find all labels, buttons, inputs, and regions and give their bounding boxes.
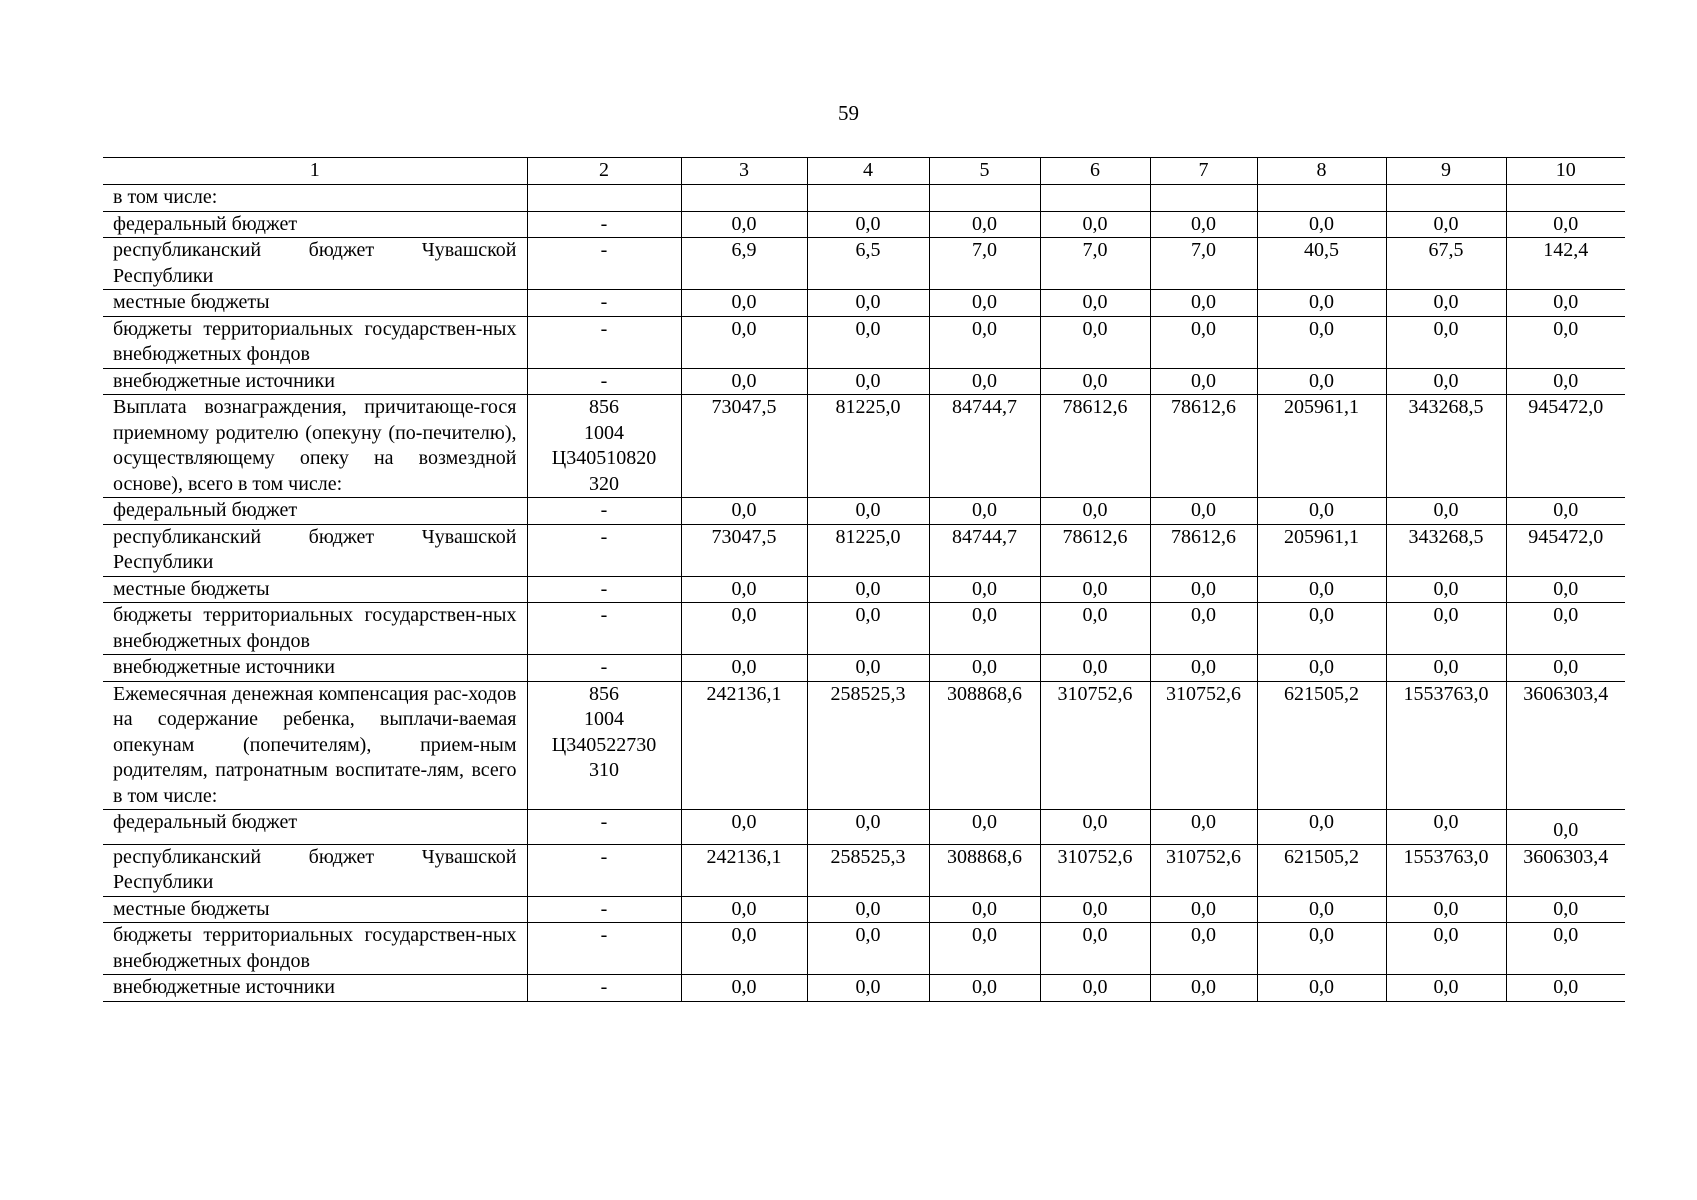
value-cell-col-8: 0,0	[1257, 896, 1386, 923]
value-cell-col-7: 310752,6	[1150, 844, 1257, 896]
value-cell-col-7: 0,0	[1150, 498, 1257, 525]
table-row	[103, 576, 1625, 603]
value-cell-col-6: 310752,6	[1040, 681, 1150, 810]
value-cell-col-4: 0,0	[807, 603, 929, 655]
table-row	[103, 524, 1625, 576]
value-cell-col-6: 0,0	[1040, 576, 1150, 603]
value-cell-col-10: 945472,0	[1506, 524, 1625, 576]
row-name-cell: республиканский бюджет Чувашской Республики	[103, 524, 527, 576]
value-cell-col-9: 0,0	[1386, 498, 1506, 525]
value-cell-col-6: 0,0	[1040, 316, 1150, 368]
row-code-cell: -	[527, 655, 681, 682]
column-number: 5	[929, 158, 1040, 185]
value-cell-col-9: 0,0	[1386, 975, 1506, 1002]
row-code-cell: 856 1004 Ц340510820 320	[527, 395, 681, 498]
value-cell-col-10: 0,0	[1506, 211, 1625, 238]
value-cell-col-9: 0,0	[1386, 810, 1506, 845]
column-number: 2	[527, 158, 681, 185]
value-cell-col-9: 1553763,0	[1386, 681, 1506, 810]
table-row	[103, 975, 1625, 1002]
table-row	[103, 368, 1625, 395]
value-cell-col-4	[807, 185, 929, 212]
value-cell-col-8: 0,0	[1257, 368, 1386, 395]
column-number: 8	[1257, 158, 1386, 185]
value-cell-col-4: 0,0	[807, 896, 929, 923]
value-cell-col-6: 310752,6	[1040, 844, 1150, 896]
value-cell-col-9	[1386, 185, 1506, 212]
row-code-cell: -	[527, 238, 681, 290]
value-cell-col-6: 0,0	[1040, 290, 1150, 317]
value-cell-col-10: 0,0	[1506, 896, 1625, 923]
value-cell-col-5: 0,0	[929, 655, 1040, 682]
value-cell-col-5: 308868,6	[929, 681, 1040, 810]
row-name-cell: в том числе:	[103, 185, 527, 212]
row-name-cell: местные бюджеты	[103, 896, 527, 923]
value-cell-col-10: 0,0	[1506, 975, 1625, 1002]
column-number: 3	[681, 158, 807, 185]
value-cell-col-5: 84744,7	[929, 524, 1040, 576]
value-cell-col-3: 0,0	[681, 655, 807, 682]
row-code-cell: -	[527, 576, 681, 603]
value-cell-col-3: 0,0	[681, 368, 807, 395]
row-name-cell: федеральный бюджет	[103, 810, 527, 845]
row-code-cell	[527, 185, 681, 212]
value-cell-col-7	[1150, 185, 1257, 212]
value-cell-col-8: 0,0	[1257, 603, 1386, 655]
row-name-cell: внебюджетные источники	[103, 368, 527, 395]
value-cell-col-4: 0,0	[807, 368, 929, 395]
value-cell-col-7: 78612,6	[1150, 524, 1257, 576]
value-cell-col-6	[1040, 185, 1150, 212]
value-cell-col-3: 0,0	[681, 603, 807, 655]
value-cell-col-5: 0,0	[929, 290, 1040, 317]
value-cell-col-4: 0,0	[807, 498, 929, 525]
table-row	[103, 896, 1625, 923]
value-cell-col-7: 0,0	[1150, 290, 1257, 317]
row-name-cell: бюджеты территориальных государствен-ных внебюджетных фондов	[103, 603, 527, 655]
value-cell-col-3: 242136,1	[681, 844, 807, 896]
value-cell-col-6: 0,0	[1040, 923, 1150, 975]
column-number: 7	[1150, 158, 1257, 185]
value-cell-col-7: 0,0	[1150, 603, 1257, 655]
value-cell-col-8	[1257, 185, 1386, 212]
value-cell-col-7: 0,0	[1150, 923, 1257, 975]
value-cell-col-8: 0,0	[1257, 810, 1386, 845]
value-cell-col-4: 0,0	[807, 810, 929, 845]
value-cell-col-6: 0,0	[1040, 896, 1150, 923]
value-cell-col-5: 0,0	[929, 368, 1040, 395]
value-cell-col-4: 258525,3	[807, 681, 929, 810]
row-name-cell: внебюджетные источники	[103, 975, 527, 1002]
value-cell-col-3: 0,0	[681, 290, 807, 317]
value-cell-col-9: 0,0	[1386, 923, 1506, 975]
value-cell-col-7: 0,0	[1150, 211, 1257, 238]
value-cell-col-10: 0,0	[1506, 923, 1625, 975]
value-cell-col-3: 0,0	[681, 923, 807, 975]
value-cell-col-8: 0,0	[1257, 655, 1386, 682]
row-name-cell: федеральный бюджет	[103, 211, 527, 238]
value-cell-col-3: 0,0	[681, 810, 807, 845]
value-cell-col-3: 242136,1	[681, 681, 807, 810]
value-cell-col-8: 621505,2	[1257, 681, 1386, 810]
value-cell-col-7: 0,0	[1150, 576, 1257, 603]
row-code-cell: -	[527, 290, 681, 317]
value-cell-col-10: 0,0	[1506, 290, 1625, 317]
column-number: 9	[1386, 158, 1506, 185]
value-cell-col-8: 205961,1	[1257, 524, 1386, 576]
value-cell-col-8: 0,0	[1257, 576, 1386, 603]
value-cell-col-4: 0,0	[807, 316, 929, 368]
table-row	[103, 655, 1625, 682]
value-cell-col-3: 0,0	[681, 576, 807, 603]
table-row	[103, 681, 1625, 810]
value-cell-col-5: 0,0	[929, 923, 1040, 975]
value-cell-col-10: 0,0	[1506, 655, 1625, 682]
value-cell-col-4: 81225,0	[807, 524, 929, 576]
value-cell-col-8: 40,5	[1257, 238, 1386, 290]
row-code-cell: -	[527, 368, 681, 395]
value-cell-col-7: 0,0	[1150, 316, 1257, 368]
row-name-cell: местные бюджеты	[103, 290, 527, 317]
row-name-cell: Ежемесячная денежная компенсация рас-ходов на содержание ребенка, выплачи-ваемая опекунам (попечителям), прием-ным родителям, патронатным воспитате-лям, всего в том числе:	[103, 681, 527, 810]
value-cell-col-10: 0,0	[1506, 498, 1625, 525]
table-row	[103, 238, 1625, 290]
table-row	[103, 316, 1625, 368]
value-cell-col-8: 0,0	[1257, 498, 1386, 525]
value-cell-col-8: 0,0	[1257, 211, 1386, 238]
value-cell-col-4: 0,0	[807, 211, 929, 238]
value-cell-col-8: 0,0	[1257, 923, 1386, 975]
value-cell-col-9: 0,0	[1386, 603, 1506, 655]
value-cell-col-7: 0,0	[1150, 810, 1257, 845]
value-cell-col-9: 0,0	[1386, 368, 1506, 395]
row-code-cell: 856 1004 Ц340522730 310	[527, 681, 681, 810]
value-cell-col-3: 6,9	[681, 238, 807, 290]
value-cell-col-7: 78612,6	[1150, 395, 1257, 498]
value-cell-col-6: 0,0	[1040, 810, 1150, 845]
value-cell-col-8: 621505,2	[1257, 844, 1386, 896]
table-row	[103, 923, 1625, 975]
value-cell-col-6: 0,0	[1040, 603, 1150, 655]
value-cell-col-4: 81225,0	[807, 395, 929, 498]
table-row	[103, 290, 1625, 317]
row-name-cell: внебюджетные источники	[103, 655, 527, 682]
value-cell-col-4: 0,0	[807, 290, 929, 317]
value-cell-col-9: 0,0	[1386, 655, 1506, 682]
row-code-cell: -	[527, 844, 681, 896]
value-cell-col-9: 67,5	[1386, 238, 1506, 290]
value-cell-col-9: 0,0	[1386, 290, 1506, 317]
value-cell-col-4: 0,0	[807, 576, 929, 603]
value-cell-col-10: 0,0	[1506, 368, 1625, 395]
table-body	[103, 158, 1625, 1002]
table-row	[103, 395, 1625, 498]
row-code-cell: -	[527, 211, 681, 238]
row-name-cell: республиканский бюджет Чувашской Республики	[103, 844, 527, 896]
table-row	[103, 211, 1625, 238]
value-cell-col-6: 0,0	[1040, 655, 1150, 682]
value-cell-col-7: 7,0	[1150, 238, 1257, 290]
value-cell-col-6: 7,0	[1040, 238, 1150, 290]
table-row	[103, 810, 1625, 845]
table-row	[103, 603, 1625, 655]
column-number-row	[103, 158, 1625, 185]
column-number: 4	[807, 158, 929, 185]
row-name-cell: федеральный бюджет	[103, 498, 527, 525]
value-cell-col-3: 0,0	[681, 896, 807, 923]
row-code-cell: -	[527, 975, 681, 1002]
row-name-cell: бюджеты территориальных государствен-ных внебюджетных фондов	[103, 923, 527, 975]
value-cell-col-6: 0,0	[1040, 368, 1150, 395]
value-cell-col-7: 0,0	[1150, 368, 1257, 395]
table-row	[103, 498, 1625, 525]
table-row	[103, 185, 1625, 212]
value-cell-col-5: 0,0	[929, 316, 1040, 368]
value-cell-col-5: 7,0	[929, 238, 1040, 290]
value-cell-col-3: 73047,5	[681, 395, 807, 498]
value-cell-col-4: 6,5	[807, 238, 929, 290]
value-cell-col-6: 0,0	[1040, 211, 1150, 238]
value-cell-col-9: 0,0	[1386, 211, 1506, 238]
value-cell-col-8: 0,0	[1257, 975, 1386, 1002]
value-cell-col-5: 308868,6	[929, 844, 1040, 896]
value-cell-col-5	[929, 185, 1040, 212]
page-number: 59	[838, 101, 859, 125]
value-cell-col-8: 205961,1	[1257, 395, 1386, 498]
value-cell-col-9: 0,0	[1386, 576, 1506, 603]
value-cell-col-3: 73047,5	[681, 524, 807, 576]
value-cell-col-5: 0,0	[929, 498, 1040, 525]
value-cell-col-10: 3606303,4	[1506, 844, 1625, 896]
value-cell-col-3: 0,0	[681, 498, 807, 525]
value-cell-col-8: 0,0	[1257, 316, 1386, 368]
value-cell-col-5: 0,0	[929, 896, 1040, 923]
value-cell-col-4: 0,0	[807, 975, 929, 1002]
value-cell-col-5: 0,0	[929, 211, 1040, 238]
value-cell-col-10	[1506, 185, 1625, 212]
value-cell-col-9: 343268,5	[1386, 395, 1506, 498]
value-cell-col-5: 0,0	[929, 603, 1040, 655]
value-cell-col-3: 0,0	[681, 316, 807, 368]
value-cell-col-9: 0,0	[1386, 896, 1506, 923]
row-code-cell: -	[527, 896, 681, 923]
value-cell-col-10: 142,4	[1506, 238, 1625, 290]
row-code-cell: -	[527, 810, 681, 845]
value-cell-col-5: 0,0	[929, 576, 1040, 603]
row-code-cell: -	[527, 316, 681, 368]
value-cell-col-4: 0,0	[807, 655, 929, 682]
value-cell-col-6: 78612,6	[1040, 524, 1150, 576]
row-code-cell: -	[527, 603, 681, 655]
row-code-cell: -	[527, 498, 681, 525]
value-cell-col-3: 0,0	[681, 975, 807, 1002]
row-name-cell: бюджеты территориальных государствен-ных внебюджетных фондов	[103, 316, 527, 368]
value-cell-col-7: 310752,6	[1150, 681, 1257, 810]
column-number: 6	[1040, 158, 1150, 185]
value-cell-col-10: 0,0	[1506, 316, 1625, 368]
value-cell-col-4: 0,0	[807, 923, 929, 975]
value-cell-col-10: 0,0	[1506, 576, 1625, 603]
value-cell-col-6: 0,0	[1040, 975, 1150, 1002]
row-code-cell: -	[527, 524, 681, 576]
column-number: 1	[103, 158, 527, 185]
table-row	[103, 844, 1625, 896]
row-name-cell: местные бюджеты	[103, 576, 527, 603]
value-cell-col-10: 0,0	[1506, 810, 1625, 845]
value-cell-col-10: 0,0	[1506, 603, 1625, 655]
value-cell-col-5: 84744,7	[929, 395, 1040, 498]
value-cell-col-10: 3606303,4	[1506, 681, 1625, 810]
value-cell-col-7: 0,0	[1150, 896, 1257, 923]
value-cell-col-5: 0,0	[929, 975, 1040, 1002]
value-cell-col-5: 0,0	[929, 810, 1040, 845]
value-cell-col-8: 0,0	[1257, 290, 1386, 317]
value-cell-col-3	[681, 185, 807, 212]
value-cell-col-9: 0,0	[1386, 316, 1506, 368]
value-cell-col-6: 78612,6	[1040, 395, 1150, 498]
row-code-cell: -	[527, 923, 681, 975]
value-cell-col-3: 0,0	[681, 211, 807, 238]
value-cell-col-4: 258525,3	[807, 844, 929, 896]
value-cell-col-6: 0,0	[1040, 498, 1150, 525]
row-name-cell: республиканский бюджет Чувашской Республики	[103, 238, 527, 290]
value-cell-col-10: 945472,0	[1506, 395, 1625, 498]
value-cell-col-9: 1553763,0	[1386, 844, 1506, 896]
budget-table	[103, 157, 1625, 1002]
value-cell-col-9: 343268,5	[1386, 524, 1506, 576]
value-cell-col-7: 0,0	[1150, 655, 1257, 682]
row-name-cell: Выплата вознаграждения, причитающе-гося приемному родителю (опекуну (по-печителю), осуществляющему опеку на возмездной основе), всего в том числе:	[103, 395, 527, 498]
value-cell-col-7: 0,0	[1150, 975, 1257, 1002]
column-number: 10	[1506, 158, 1625, 185]
